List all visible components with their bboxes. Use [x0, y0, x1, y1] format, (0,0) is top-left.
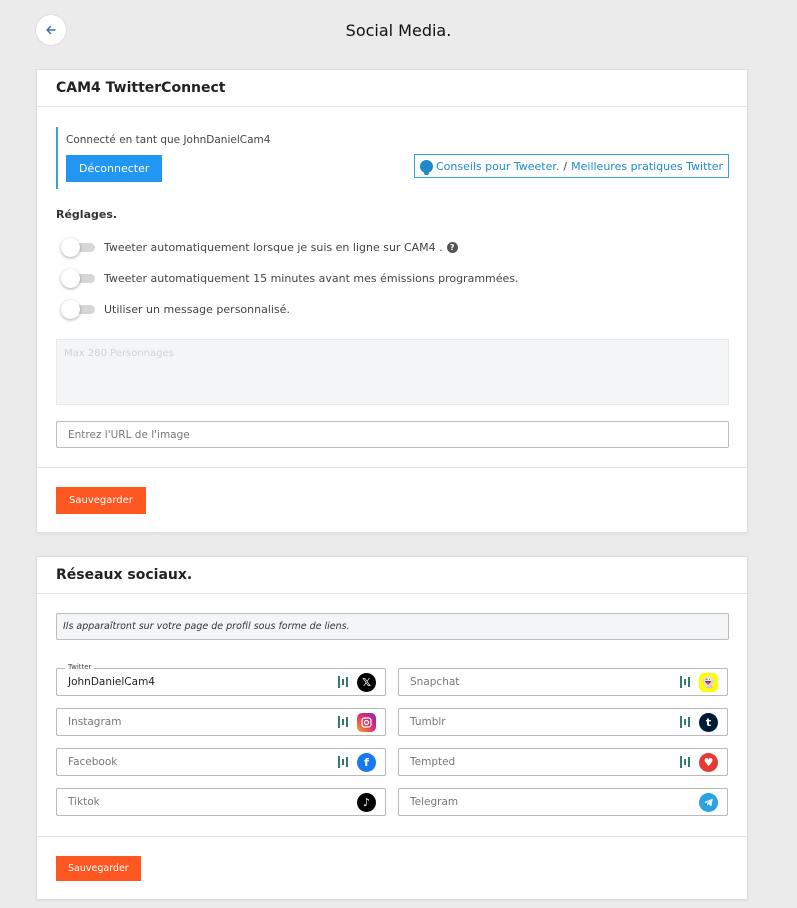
tiktok-field-placeholder: Tiktok — [68, 796, 100, 808]
page-title: Social Media. — [345, 21, 452, 40]
save-social-button[interactable]: Sauvegarder — [56, 856, 141, 881]
disconnect-button[interactable]: Déconnecter — [66, 155, 162, 182]
telegram-field-placeholder: Telegram — [410, 796, 459, 808]
toggle-label: Tweeter automatiquement lorsque je suis en ligne sur CAM4 . — [104, 240, 443, 254]
stats-bars-icon[interactable] — [680, 676, 690, 688]
facebook-icon: f — [357, 753, 376, 772]
twitter-tips-links — [414, 154, 729, 178]
toggle-label: Utiliser un message personnalisé. — [104, 302, 290, 316]
auto-tweet-scheduled-toggle[interactable] — [61, 269, 95, 287]
settings-title: Réglages. — [56, 208, 118, 221]
instagram-icon — [357, 713, 376, 732]
stats-bars-icon[interactable] — [680, 756, 690, 768]
facebook-field-placeholder: Facebook — [68, 756, 118, 768]
tempted-field-placeholder: Tempted — [410, 756, 456, 768]
instagram-field[interactable] — [56, 708, 386, 736]
telegram-icon — [699, 793, 718, 812]
connected-account-text: Connecté en tant que JohnDanielCam4 — [66, 134, 271, 146]
tips-separator: / — [563, 159, 568, 173]
stats-bars-icon[interactable] — [338, 756, 348, 768]
snapchat-field[interactable] — [398, 668, 728, 696]
tempted-field[interactable] — [398, 748, 728, 776]
twitter-field-value: JohnDanielCam4 — [68, 676, 155, 688]
twitter-connect-card — [36, 69, 748, 533]
snapchat-field-placeholder: Snapchat — [410, 676, 460, 688]
stats-bars-icon[interactable] — [338, 716, 348, 728]
telegram-field[interactable] — [398, 788, 728, 816]
tumblr-field-placeholder: Tumblr — [410, 716, 446, 728]
custom-message-textarea[interactable] — [56, 339, 729, 405]
best-practices-link[interactable]: Meilleures pratiques Twitter — [571, 159, 723, 173]
stats-bars-icon[interactable] — [680, 716, 690, 728]
tiktok-icon: ♪ — [357, 793, 376, 812]
social-networks-card — [36, 556, 748, 900]
tiktok-field[interactable] — [56, 788, 386, 816]
auto-tweet-online-toggle[interactable] — [61, 238, 95, 256]
twitter-field-label: Twitter — [65, 663, 94, 671]
tumblr-field[interactable] — [398, 708, 728, 736]
lightbulb-icon — [420, 160, 433, 173]
twitter-connect-title: CAM4 TwitterConnect — [37, 70, 747, 107]
custom-message-toggle[interactable] — [61, 300, 95, 318]
save-twitter-button[interactable]: Sauvegarder — [56, 487, 146, 514]
divider — [37, 467, 747, 468]
connected-account-box — [56, 127, 306, 189]
social-networks-title: Réseaux sociaux. — [37, 557, 747, 594]
tweet-tips-link[interactable]: Conseils pour Tweeter. — [435, 159, 560, 173]
stats-bars-icon[interactable] — [338, 676, 348, 688]
toggle-row-auto-tweet-online — [61, 238, 458, 256]
x-icon: 𝕏 — [357, 673, 376, 692]
divider — [37, 836, 747, 837]
toggle-row-custom-message — [61, 300, 290, 318]
twitter-field[interactable] — [56, 663, 386, 696]
social-info-box: Ils apparaîtront sur votre page de profil sous forme de liens. — [56, 613, 729, 640]
help-icon[interactable]: ? — [447, 242, 458, 253]
tempted-icon: ♥ — [699, 753, 718, 772]
instagram-field-placeholder: Instagram — [68, 716, 122, 728]
snapchat-icon: 👻 — [699, 673, 718, 692]
tumblr-icon: t — [699, 713, 718, 732]
facebook-field[interactable] — [56, 748, 386, 776]
toggle-row-auto-tweet-scheduled — [61, 269, 519, 287]
toggle-label: Tweeter automatiquement 15 minutes avant mes émissions programmées. — [104, 271, 519, 285]
image-url-input[interactable] — [56, 421, 729, 448]
